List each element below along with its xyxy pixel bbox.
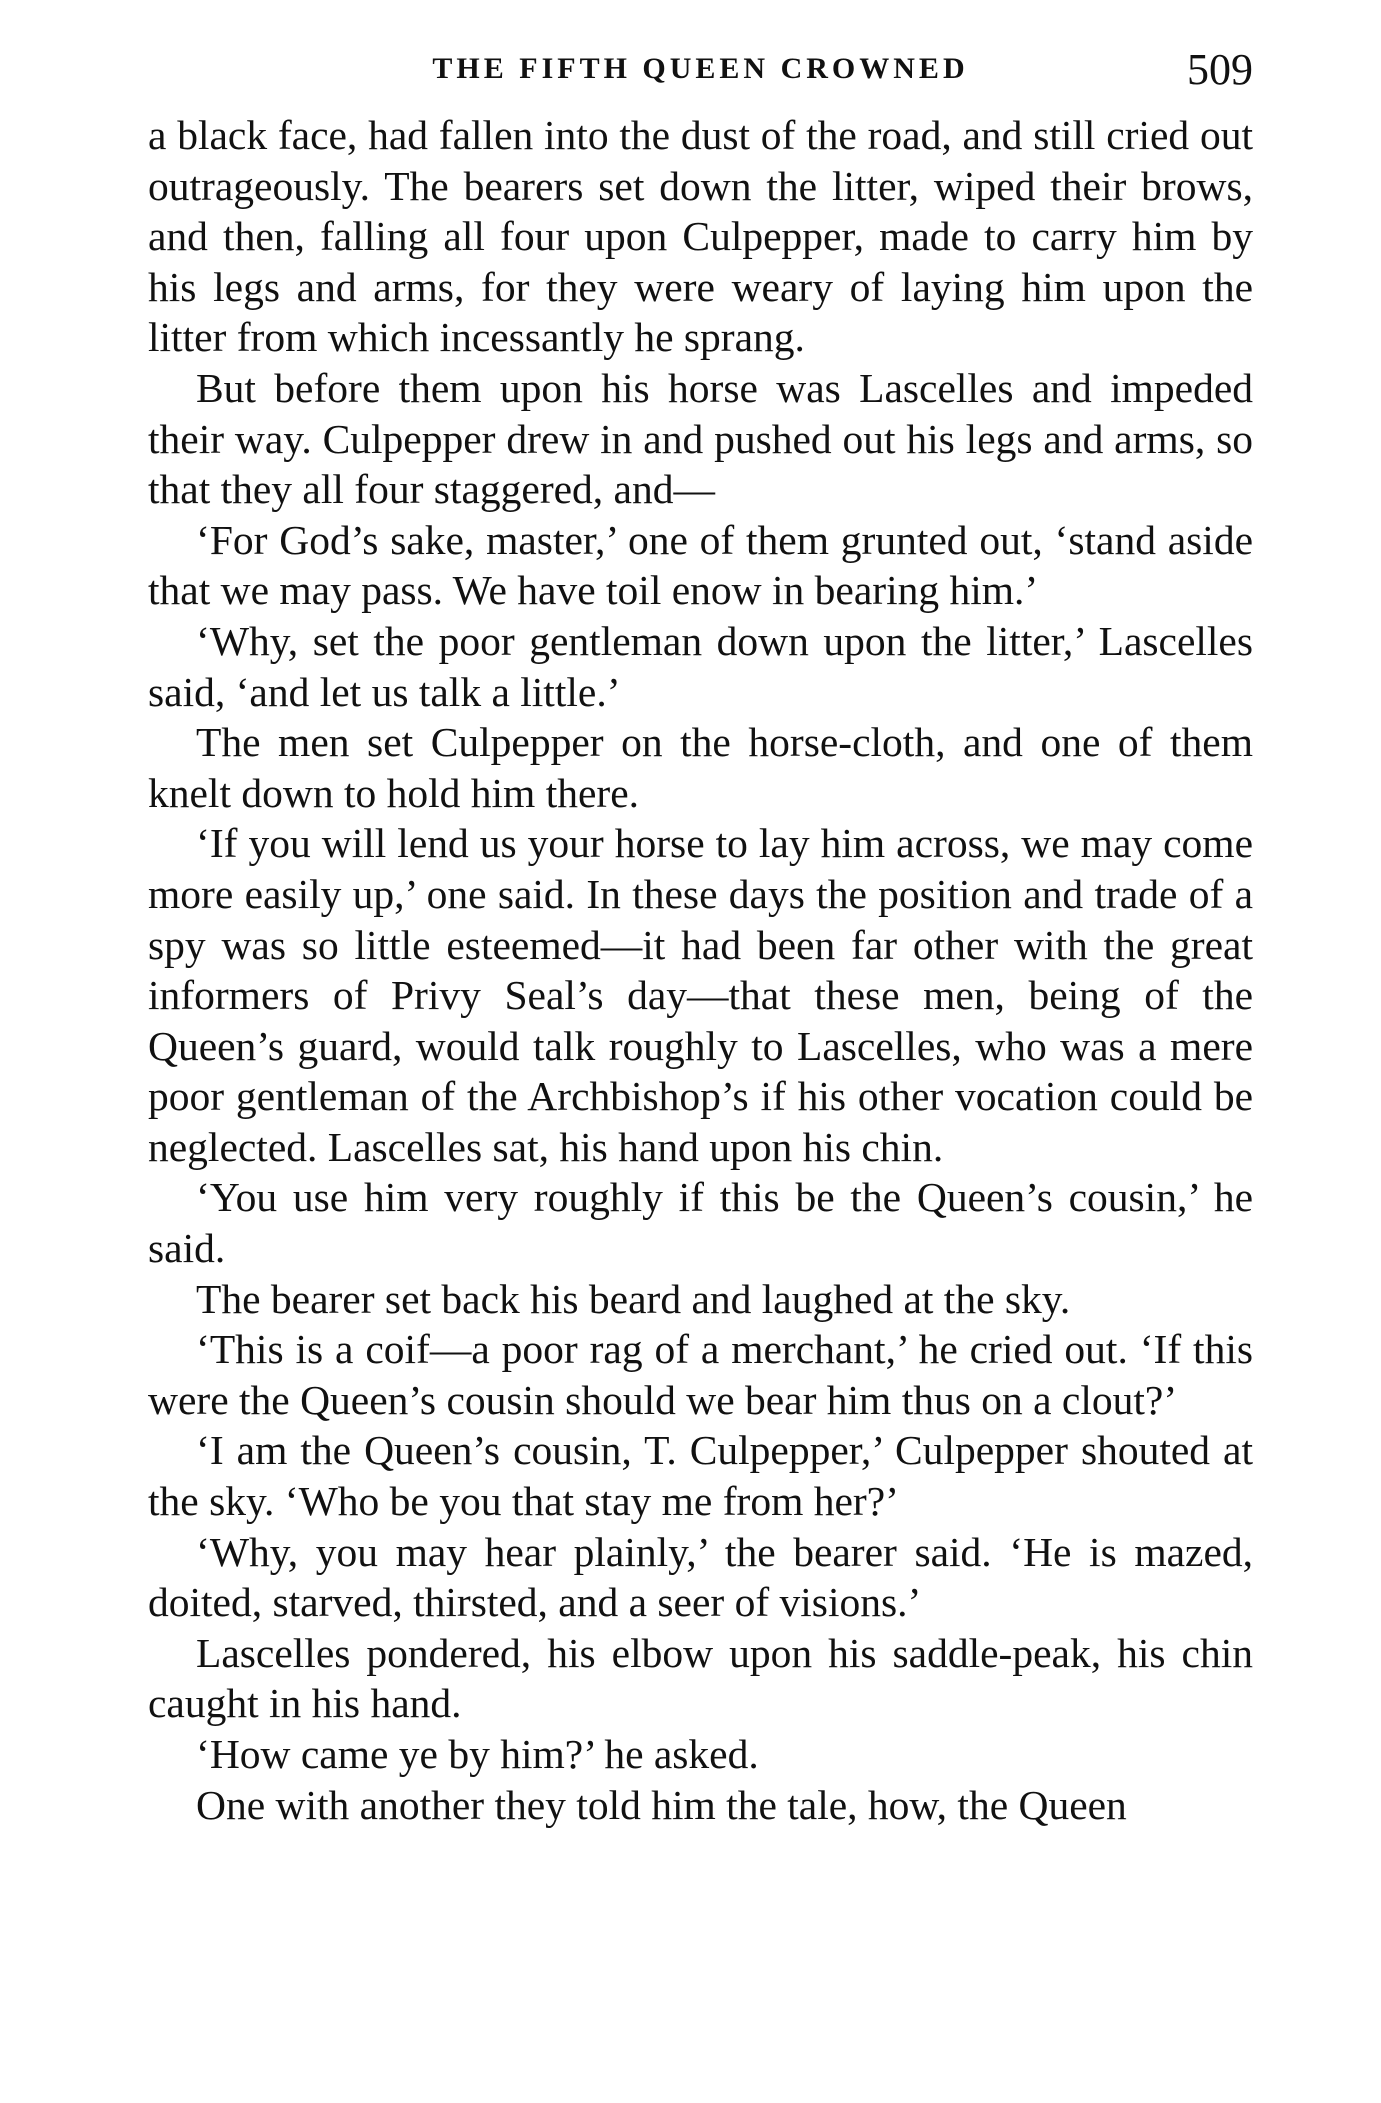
paragraph: ‘Why, set the poor gentleman down upon the litter,’ Lascelles said, ‘and let us talk a little.’ [148, 617, 1253, 715]
paragraph: ‘If you will lend us your horse to lay him across, we may come more easily up,’ one said. In these days the position and trade of a spy was so little esteemed—it had been far other with the great informers of Privy Seal’s day—that these men, being of the Queen’s guard, would talk roughly to Lascelles, who was a mere poor gentleman of the Archbishop’s if his other vocation could be neglected. Lascelles sat, his hand upon his chin. [148, 820, 1253, 1170]
paragraph: The bearer set back his beard and laughed at the sky. [196, 1275, 1071, 1322]
paragraph: But before them upon his horse was Lascelles and impeded their way. Culpepper drew in and pushed out his legs and arms, so that they all four staggered, and— [148, 364, 1253, 513]
paragraph: ‘For God’s sake, master,’ one of them grunted out, ‘stand aside that we may pass. We have toil enow in bearing him.’ [148, 516, 1253, 614]
page-number: 509 [1187, 45, 1253, 94]
paragraph: The men set Culpepper on the horse-cloth, and one of them knelt down to hold him there. [148, 719, 1253, 816]
running-head [148, 45, 1253, 108]
paragraph: Lascelles pondered, his elbow upon his saddle-peak, his chin caught in his hand. [148, 1629, 1253, 1727]
body-text [148, 110, 1253, 1830]
paragraph: One with another they told him the tale, how, the Queen [196, 1781, 1127, 1828]
running-title: THE FIFTH QUEEN CROWNED [432, 52, 969, 85]
paragraph: ‘You use him very roughly if this be the Queen’s cousin,’ he said. [148, 1174, 1253, 1272]
paragraph: ‘This is a coif—a poor rag of a merchant,’ he cried out. ‘If this were the Queen’s cousin should we bear him thus on a clout?’ [148, 1326, 1253, 1423]
paragraph: a black face, had fallen into the dust of the road, and still cried out outrageously. The bearers set down the litter, wiped their brows, and then, falling all four upon Culpepper, made to carry him by his legs and arms, for they were weary of laying him upon the litter from which incessantly he sprang. [148, 112, 1253, 361]
paragraph: ‘Why, you may hear plainly,’ the bearer said. ‘He is mazed, doited, starved, thirsted, and a seer of visions.’ [148, 1528, 1253, 1626]
paragraph: ‘How came ye by him?’ he asked. [196, 1731, 759, 1777]
paragraph: ‘I am the Queen’s cousin, T. Culpepper,’ Culpepper shouted at the sky. ‘Who be you that stay me from her?’ [148, 1427, 1253, 1525]
